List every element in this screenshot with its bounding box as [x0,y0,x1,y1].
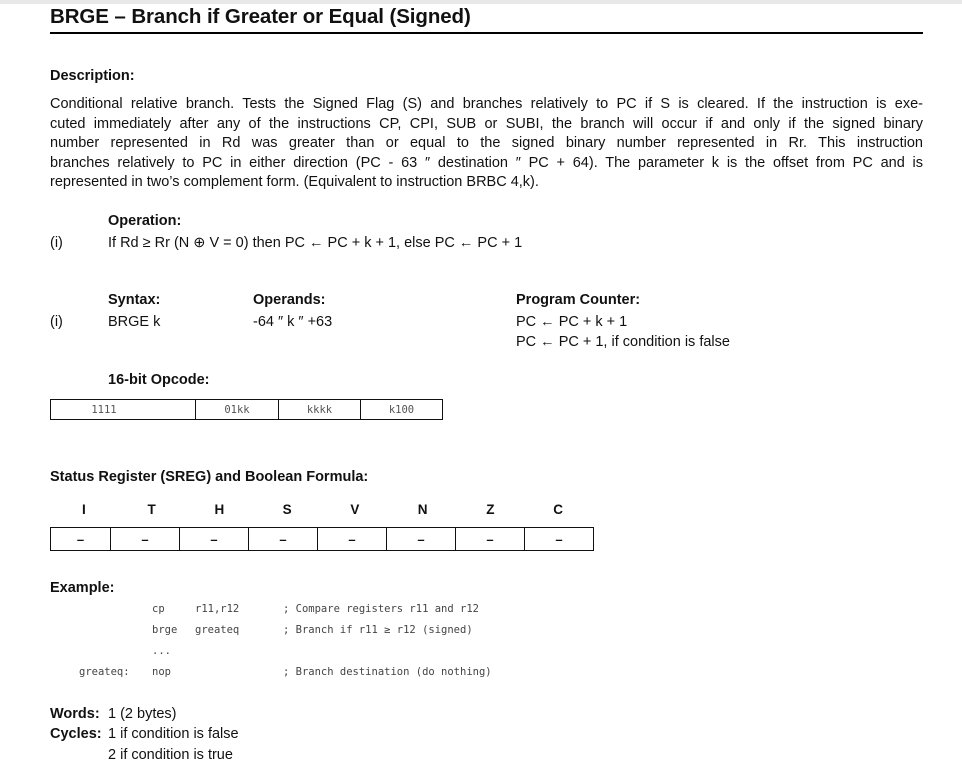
sreg-flag-label: S [282,502,292,517]
code-op: cp [152,603,165,615]
operation-heading: Operation: [108,213,182,229]
sreg-value-cell: – [387,528,456,551]
operation-label: (i) [50,235,63,251]
code-comment: ; Branch destination (do nothing) [283,666,492,678]
program-counter-heading: Program Counter: [516,292,641,308]
operands-heading: Operands: [253,292,326,308]
code-op: ... [152,645,171,657]
operands-value: -64 ″ k ″ +63 [253,314,333,330]
description-heading: Description: [50,68,135,84]
sreg-flag-label: Z [486,502,495,517]
syntax-label: (i) [50,314,63,330]
sreg-value-cell: – [525,528,594,551]
opcode-heading: 16-bit Opcode: [108,372,210,388]
description-line: number represented in Rd was greater than or equal to the signed binary number represented in Rr. This instruction [50,135,923,151]
sreg-flag-label: I [81,502,86,517]
cycles-value-2: 2 if condition is true [108,747,233,763]
opcode-cell: kkkk [279,400,361,420]
words-label: Words: [50,706,100,722]
sreg-flag-label: C [553,502,563,517]
code-op: nop [152,666,171,678]
sreg-heading: Status Register (SREG) and Boolean Formula: [50,469,369,485]
title-rule [50,32,923,34]
code-args: r11,r12 [195,603,240,615]
description-line: Conditional relative branch. Tests the Signed Flag (S) and branches relatively to PC if S is cleared. If the instruction is exe- [50,96,923,112]
sreg-value-cell: – [51,528,111,551]
operation-text: If Rd ≥ Rr (N ⊕ V = 0) then PC ← PC + k + 1, else PC ← PC + 1 [108,235,523,251]
code-args: greateq [195,624,240,636]
page-title: BRGE – Branch if Greater or Equal (Signed) [50,5,471,28]
code-comment: ; Branch if r11 ≥ r12 (signed) [283,624,473,636]
sreg-table [50,527,594,551]
description-line: represented in two’s complement form. (Equivalent to instruction BRBC 4,k). [50,174,539,190]
cycles-label: Cycles: [50,726,102,742]
sreg-value-cell: – [456,528,525,551]
example-heading: Example: [50,580,115,596]
sreg-flag-label: T [147,502,156,517]
program-counter-line-2: PC ← PC + 1, if condition is false [516,334,730,350]
program-counter-line-1: PC ← PC + k + 1 [516,314,628,330]
sreg-flag-label: N [417,502,428,517]
description-line: branches relatively to PC in either direction (PC - 63 ″ destination ″ PC + 64). The parameter k is the offset from PC and is [50,154,923,171]
sreg-value-cell: – [111,528,180,551]
code-op: brge [152,624,178,636]
top-strip [0,0,962,4]
cycles-value-1: 1 if condition is false [108,726,239,742]
code-label: greateq: [79,666,130,678]
opcode-cell: k100 [361,400,443,420]
description-text [50,95,923,193]
opcode-table [50,399,443,420]
sreg-flag-row [50,502,592,518]
sreg-flag-label: H [214,502,225,517]
sreg-value-cell: – [249,528,318,551]
syntax-value: BRGE k [108,314,161,330]
opcode-cell: 01kk [196,400,279,420]
words-value: 1 (2 bytes) [108,706,177,722]
opcode-cell: 1111 [51,400,196,420]
code-comment: ; Compare registers r11 and r12 [283,603,479,615]
sreg-value-cell: – [318,528,387,551]
syntax-heading: Syntax: [108,292,161,308]
description-line: cuted immediately after any of the instructions CP, CPI, SUB or SUBI, the branch will occur if and only if the signed binary [50,115,923,132]
sreg-flag-label: V [350,502,360,517]
sreg-value-cell: – [180,528,249,551]
